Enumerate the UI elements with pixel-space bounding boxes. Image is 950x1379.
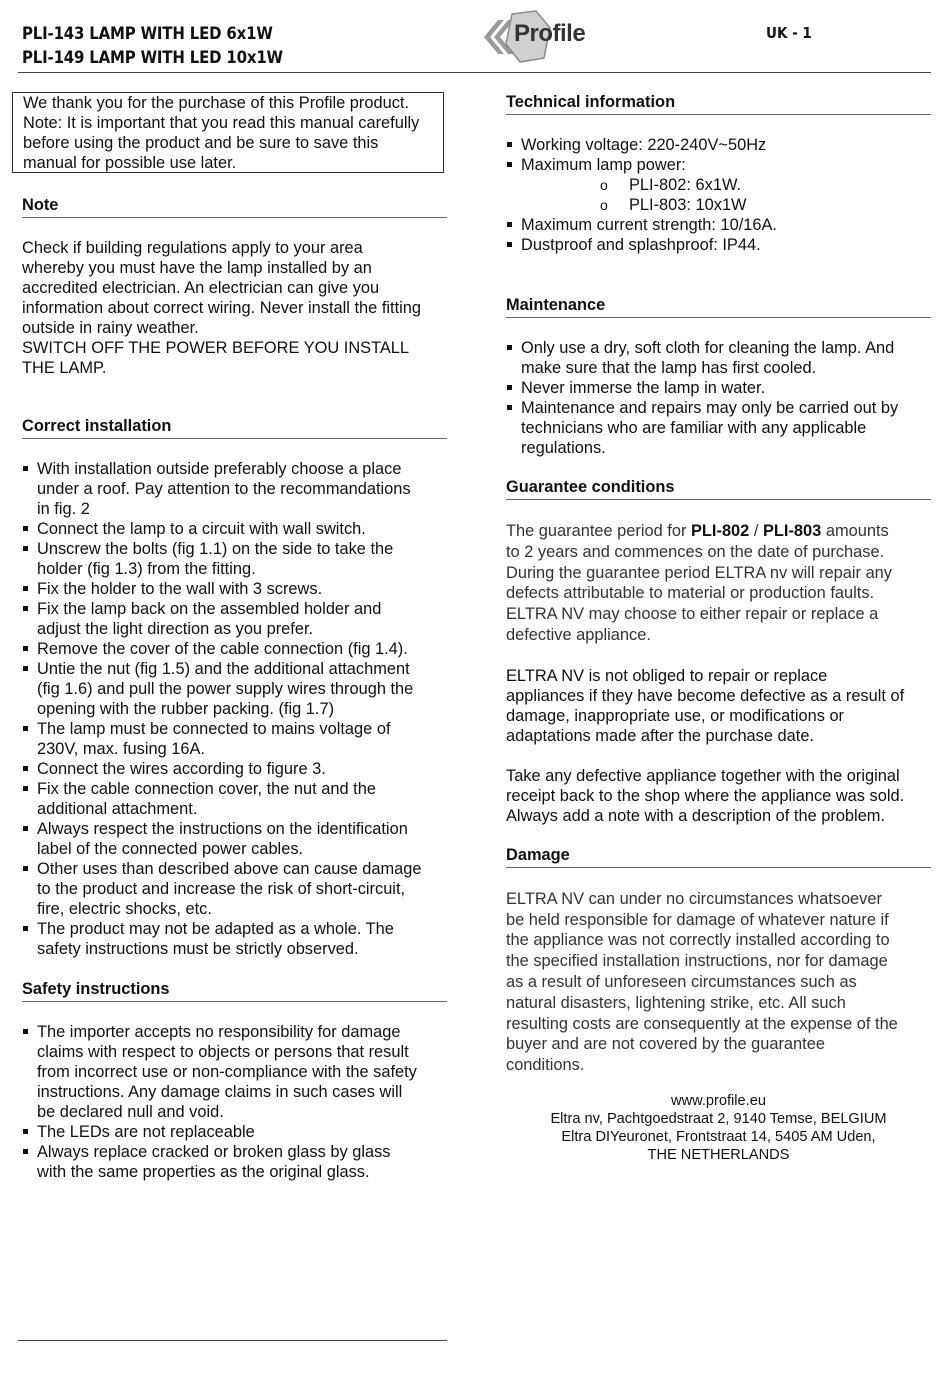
list-item	[22, 579, 447, 599]
text-line: receipt back to the shop where the appliance was sold.	[506, 786, 905, 805]
list-item-line: under a roof. Pay attention to the recommandations	[37, 480, 411, 498]
note-text	[22, 238, 447, 378]
intro-line: We thank you for the purchase of this Profile product.	[23, 94, 409, 112]
list-item	[22, 599, 447, 639]
note-line: THE LAMP.	[22, 359, 107, 377]
list-item-line: be declared null and void.	[37, 1103, 224, 1121]
text-line: buyer and are not covered by the guarantee	[506, 1035, 825, 1054]
list-item-line: Maintenance and repairs may only be carried out by	[521, 399, 899, 417]
note-line: information about correct wiring. Never install the fitting	[22, 299, 422, 317]
list-item-line: The product may not be adapted as a whole. The	[37, 920, 394, 938]
note-line: outside in rainy weather.	[22, 319, 199, 337]
list-item-line: label of the connected power cables.	[37, 840, 304, 858]
list-item-line: to the product and increase the risk of short-circuit,	[37, 880, 406, 898]
guarantee-paragraph-2	[506, 666, 931, 746]
model-name: PLI-803	[762, 522, 822, 540]
footer-address	[506, 1092, 931, 1164]
list-item: Dustproof and splashproof: IP44.	[506, 235, 931, 255]
footer-divider	[18, 1340, 447, 1341]
guarantee-text	[506, 521, 931, 826]
safety-heading: Safety instructions	[22, 979, 447, 1002]
guarantee-paragraph-1	[506, 542, 931, 646]
text-line: be held responsible for damage of whatever nature if	[506, 910, 889, 929]
text-line: to 2 years and commences on the date of purchase.	[506, 542, 885, 561]
text-line: During the guarantee period ELTRA nv will repair any	[506, 563, 892, 582]
list-item-line: Connect the wires according to figure 3.	[37, 760, 326, 778]
list-item-line: additional attachment.	[37, 800, 198, 818]
list-item-line: adjust the light direction as you prefer.	[37, 620, 314, 638]
note-line: whereby you must have the lamp installed by an	[22, 259, 372, 277]
list-item-line: The lamp must be connected to mains voltage of	[37, 720, 391, 738]
list-item-line: Fix the cable connection cover, the nut and the	[37, 780, 376, 798]
right-column	[506, 92, 931, 1164]
sub-item	[506, 195, 931, 215]
list-item	[22, 519, 447, 539]
safety-list	[22, 1022, 447, 1182]
technical-heading: Technical information	[506, 92, 931, 115]
damage-heading: Damage	[506, 845, 931, 868]
list-item	[22, 539, 447, 579]
footer-web: www.profile.eu	[671, 1092, 766, 1109]
technical-list	[506, 135, 931, 175]
list-item	[506, 338, 931, 378]
guarantee-paragraph-3	[506, 766, 931, 826]
list-item-line: in fig. 2	[37, 500, 90, 518]
intro-line: manual for possible use later.	[23, 154, 237, 172]
logo-wordmark: Profile	[514, 20, 586, 47]
intro-line: Note: It is important that you read this manual carefully	[23, 114, 420, 132]
text-line: defective appliance.	[506, 625, 651, 644]
text-line: natural disasters, lightening strike, etc. All such	[506, 993, 846, 1012]
note-heading: Note	[22, 195, 447, 218]
list-item	[22, 1122, 447, 1142]
circle-bullet-icon: o	[600, 197, 608, 213]
text-line: damage, inappropriate use, or modifications or	[506, 706, 845, 725]
list-item	[22, 719, 447, 759]
list-item-line: make sure that the lamp has first cooled.	[521, 359, 817, 377]
list-item	[22, 819, 447, 859]
page-number: UK - 1	[766, 24, 812, 42]
list-item	[22, 659, 447, 719]
maintenance-heading: Maintenance	[506, 295, 931, 318]
list-item: Maximum lamp power:	[506, 155, 931, 175]
sub-item-text: PLI-803: 10x1W	[629, 196, 747, 214]
guarantee-line	[506, 521, 931, 542]
list-item	[22, 459, 447, 519]
list-item-line: claims with respect to objects or persons that result	[37, 1043, 409, 1061]
list-item-line: with the same properties as the original glass.	[37, 1163, 370, 1181]
list-item-line: Never immerse the lamp in water.	[521, 379, 766, 397]
list-item-line: safety instructions must be strictly observed.	[37, 940, 359, 958]
circle-bullet-icon: o	[600, 177, 608, 193]
list-item-line: holder (fig 1.3) from the fitting.	[37, 560, 256, 578]
list-item-line: Unscrew the bolts (fig 1.1) on the side to take the	[37, 540, 394, 558]
list-item: Working voltage: 220-240V~50Hz	[506, 135, 931, 155]
intro-box	[12, 92, 444, 173]
intro-line: before using the product and be sure to save this	[23, 134, 379, 152]
footer-line: THE NETHERLANDS	[647, 1146, 790, 1163]
text-span: The guarantee period for	[506, 522, 691, 540]
list-item	[22, 1142, 447, 1182]
list-item	[506, 398, 931, 458]
list-item	[22, 1022, 447, 1122]
text-line: conditions.	[506, 1056, 585, 1075]
title-line-1: PLI-143 LAMP WITH LED 6x1W	[22, 24, 273, 44]
note-line: SWITCH OFF THE POWER BEFORE YOU INSTALL	[22, 339, 410, 357]
list-item	[22, 919, 447, 959]
text-line: resulting costs are consequently at the expense of the	[506, 1014, 898, 1033]
list-item-line: opening with the rubber packing. (fig 1.7)	[37, 700, 335, 718]
list-item-line: technicians who are familiar with any applicable	[521, 419, 867, 437]
text-span: amounts	[821, 522, 889, 540]
list-item-line: Always replace cracked or broken glass by glass	[37, 1143, 391, 1161]
list-item-line: Fix the lamp back on the assembled holder and	[37, 600, 382, 618]
list-item-line: fire, electric shocks, etc.	[37, 900, 212, 918]
text-line: adaptations made after the purchase date.	[506, 726, 814, 745]
note-line: accredited electrician. An electrician can give you	[22, 279, 380, 297]
text-line: appliances if they have become defective as a result of	[506, 686, 905, 705]
list-item-line: Only use a dry, soft cloth for cleaning the lamp. And	[521, 339, 895, 357]
list-item	[22, 759, 447, 779]
text-line: the specified installation instructions, nor for damage	[506, 952, 888, 971]
list-item-line: Untie the nut (fig 1.5) and the additional attachment	[37, 660, 410, 678]
list-item-line: Always respect the instructions on the identification	[37, 820, 408, 838]
list-item-line: (fig 1.6) and pull the power supply wires through the	[37, 680, 414, 698]
model-name: PLI-802	[690, 522, 750, 540]
footer-line: Eltra DIYeuronet, Frontstraat 14, 5405 AM Uden,	[561, 1128, 876, 1145]
footer-line: Eltra nv, Pachtgoedstraat 2, 9140 Temse, BELGIUM	[550, 1110, 887, 1127]
text-span: /	[749, 522, 763, 540]
list-item-line: Connect the lamp to a circuit with wall switch.	[37, 520, 366, 538]
list-item: Maximum current strength: 10/16A.	[506, 215, 931, 235]
list-item-line: Fix the holder to the wall with 3 screws.	[37, 580, 323, 598]
damage-text	[506, 889, 931, 1076]
left-column	[22, 92, 447, 1182]
technical-list-cont	[506, 215, 931, 255]
list-item-line: 230V, max. fusing 16A.	[37, 740, 205, 758]
list-item-line: instructions. Any damage claims in such cases will	[37, 1083, 403, 1101]
list-item	[22, 859, 447, 919]
list-item-line: The LEDs are not replaceable	[37, 1123, 255, 1141]
maintenance-list	[506, 338, 931, 458]
text-line: as a result of unforeseen circumstances such as	[506, 972, 857, 991]
text-line: the appliance was not correctly installed according to	[506, 931, 890, 950]
list-item-line: Other uses than described above can cause damage	[37, 860, 422, 878]
text-line: defects attributable to material or production faults.	[506, 584, 875, 603]
list-item-line: The importer accepts no responsibility for damage	[37, 1023, 401, 1041]
title-line-2: PLI-149 LAMP WITH LED 10x1W	[22, 48, 283, 68]
list-item	[22, 779, 447, 819]
list-item	[22, 639, 447, 659]
list-item-line: regulations.	[521, 439, 606, 457]
text-line: ELTRA NV may choose to either repair or replace a	[506, 605, 879, 624]
guarantee-heading: Guarantee conditions	[506, 477, 931, 500]
installation-heading: Correct installation	[22, 416, 447, 439]
installation-list	[22, 459, 447, 959]
sub-item	[506, 175, 931, 195]
text-line: ELTRA NV is not obliged to repair or replace	[506, 666, 828, 685]
note-line: Check if building regulations apply to your area	[22, 239, 363, 257]
list-item-line: With installation outside preferably choose a place	[37, 460, 402, 478]
list-item-line: Remove the cover of the cable connection (fig 1.4).	[37, 640, 408, 658]
text-line: ELTRA NV can under no circumstances whatsoever	[506, 889, 882, 908]
list-item-line: from incorrect use or non-compliance with the safety	[37, 1063, 417, 1081]
document-title	[22, 22, 283, 70]
sub-item-text: PLI-802: 6x1W.	[629, 176, 742, 194]
text-line: Always add a note with a description of the problem.	[506, 806, 886, 825]
list-item	[506, 378, 931, 398]
header-divider	[18, 72, 931, 73]
text-line: Take any defective appliance together with the original	[506, 766, 900, 785]
